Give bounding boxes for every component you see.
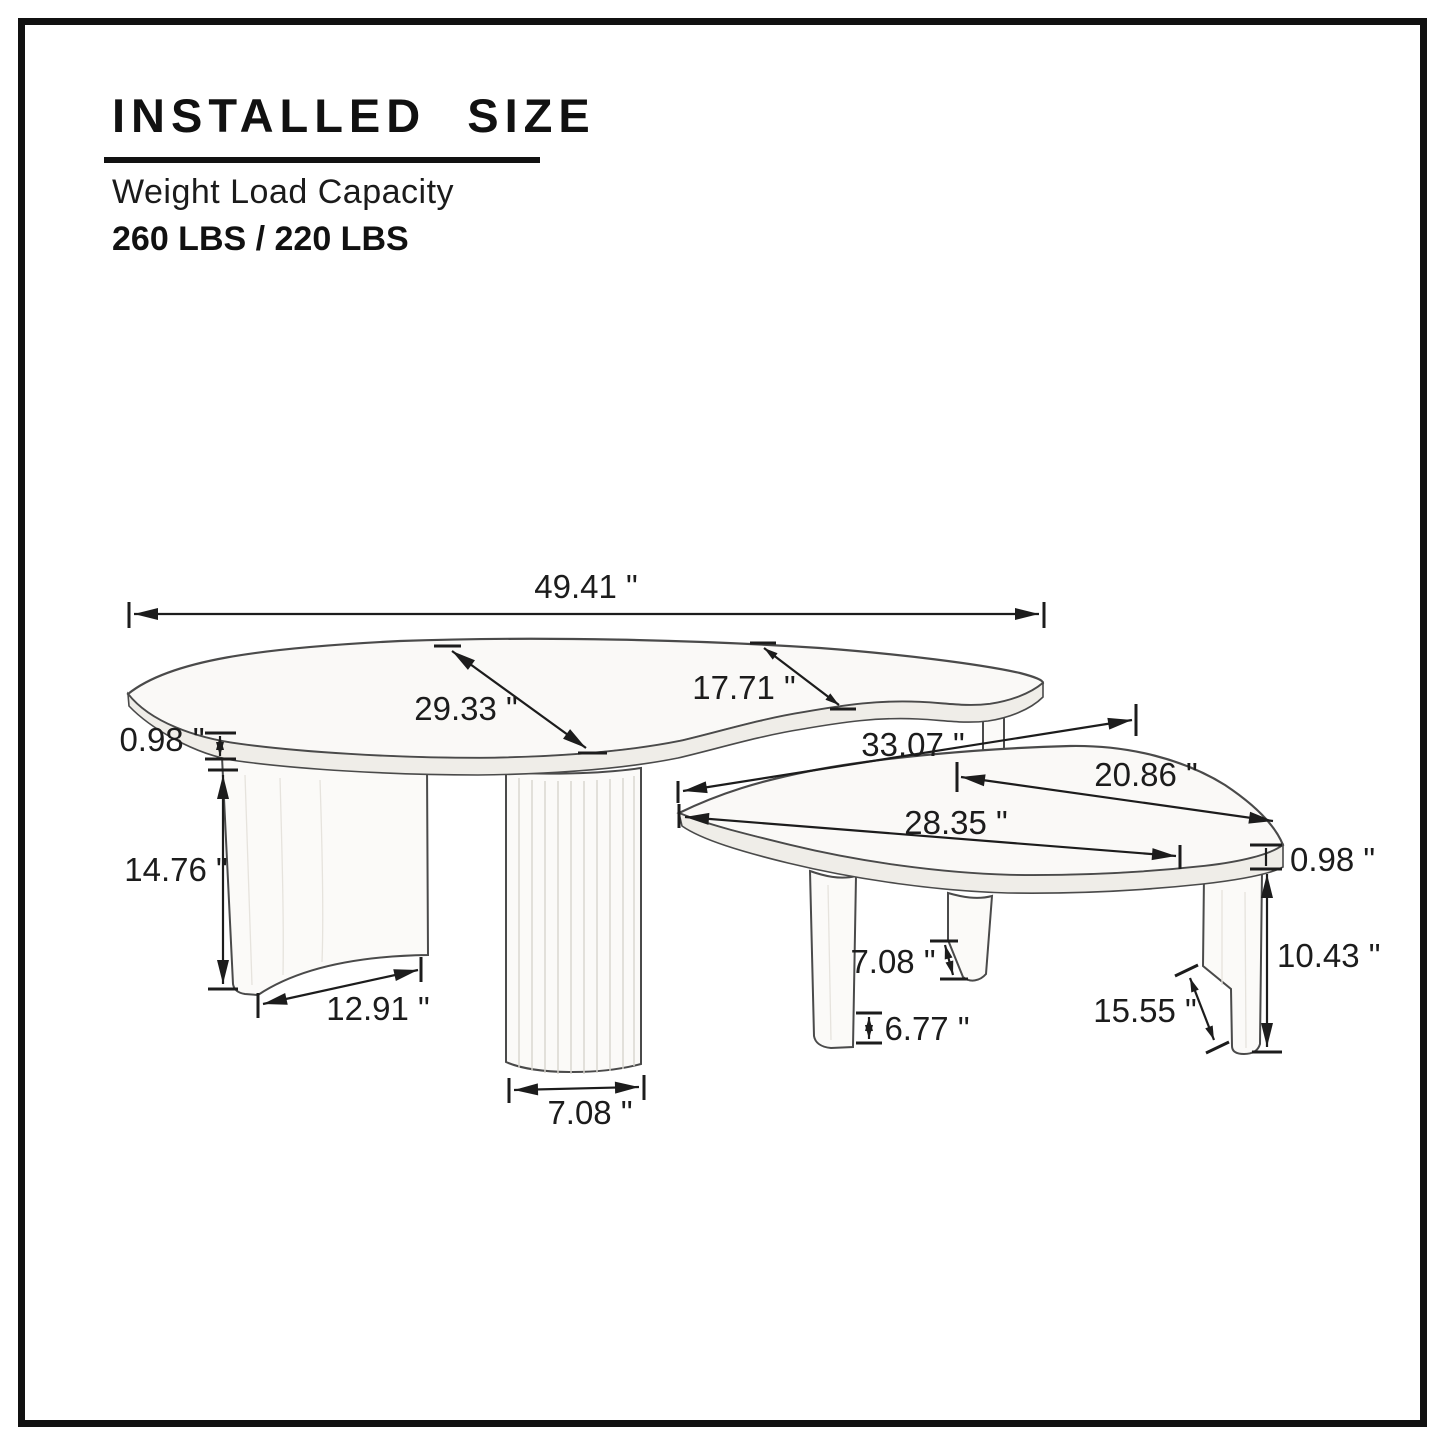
small-table-right-leg [1203,872,1262,1054]
dim-small-leg-height [1252,874,1380,1052]
dim-label: 7.08 " [850,943,936,980]
large-table-center-leg [506,768,641,1072]
dim-label: 49.41 " [534,568,638,605]
dim-label: 7.08 " [547,1094,633,1131]
dim-label: 10.43 " [1277,937,1381,974]
dim-label: 28.35 " [904,804,1008,841]
dim-label: 0.98 " [119,721,205,758]
dim-large-center-leg-width [509,1075,644,1131]
dim-small-left-leg-width [856,1010,970,1047]
weight-capacity-value: 260 LBS / 220 LBS [112,220,409,258]
small-table-center-leg [948,893,992,981]
small-table-left-leg [810,871,856,1048]
dim-label: 6.77 " [884,1010,970,1047]
dim-label: 0.98 " [1290,841,1376,878]
dim-label: 33.07 " [861,726,965,763]
dim-label: 20.86 " [1094,756,1198,793]
dim-label: 17.71 " [692,669,796,706]
dim-label: 14.76 " [124,851,228,888]
dim-label: 12.91 " [326,990,430,1027]
dim-label: 29.33 " [414,690,518,727]
subtitle: Weight Load Capacity [112,173,455,211]
dim-large-overall-width [129,568,1044,628]
dim-label: 15.55 " [1093,992,1197,1029]
large-table-left-leg [222,757,428,995]
dim-small-right-leg-width [1093,965,1229,1053]
page-title: INSTALLED SIZE [112,89,596,142]
dim-large-leg-height [124,770,238,989]
